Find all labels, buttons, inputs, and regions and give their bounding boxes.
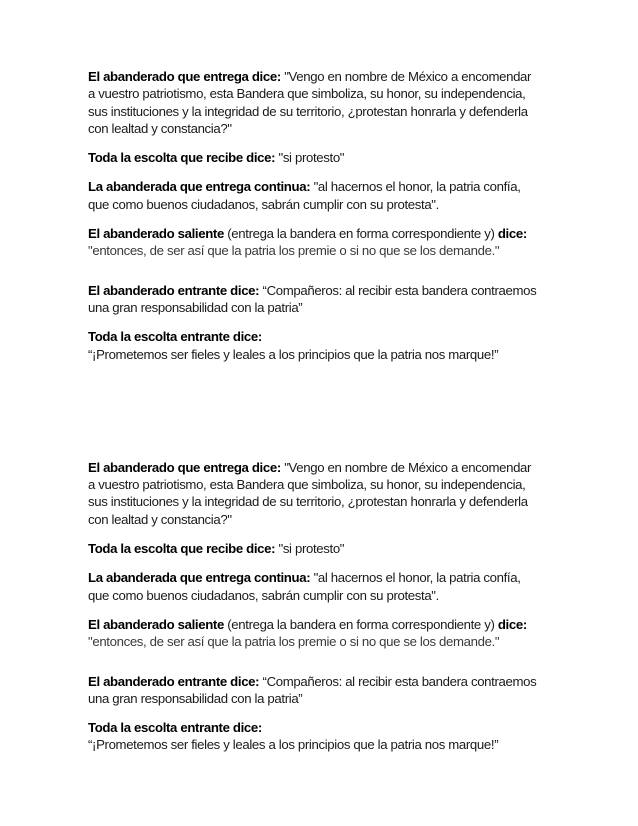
speaker-label: La abanderada que entrega continua: xyxy=(88,570,311,586)
text-line xyxy=(88,149,608,166)
speaker-label: La abanderada que entrega continua: xyxy=(88,179,311,195)
text-line xyxy=(88,68,608,85)
paragraph-abanderado-entrante xyxy=(88,282,608,317)
paragraph-escolta-entrante xyxy=(88,719,608,754)
paragraph-abanderado-entrega xyxy=(88,459,608,528)
paragraph-escolta-recibe xyxy=(88,540,608,557)
stage-direction: (entrega la bandera en forma correspondiente y) xyxy=(223,616,498,632)
text-line: que como buenos ciudadanos, sabrán cumplir con su protesta". xyxy=(88,196,439,212)
text-line: una gran responsabilidad con la patria” xyxy=(88,690,303,706)
text-line: sus instituciones y la integridad de su territorio, ¿protestan honrarla y defenderla xyxy=(88,103,528,119)
speaker-label: Toda la escolta que recibe dice: xyxy=(88,150,276,166)
text-line xyxy=(88,328,608,345)
paragraph-abanderado-saliente xyxy=(88,616,608,651)
speaker-label: Toda la escolta entrante dice: xyxy=(88,329,262,345)
speaker-label: El abanderado que entrega dice: xyxy=(88,69,281,84)
stage-direction: (entrega la bandera en forma correspondiente y) xyxy=(223,226,498,242)
speaker-label: El abanderado saliente xyxy=(88,616,224,632)
script-section-1 xyxy=(88,68,608,363)
speaker-label: El abanderado entrante dice: xyxy=(88,673,260,689)
speaker-label: El abanderado entrante dice: xyxy=(88,282,260,298)
dialogue-text: "Vengo en nombre de México a encomendar xyxy=(280,69,532,84)
dialogue-text: "si protesto" xyxy=(275,150,345,166)
speaker-label: Toda la escolta entrante dice: xyxy=(88,720,262,736)
speaker-label: El abanderado que entrega dice: xyxy=(88,459,281,475)
text-line: a vuestro patriotismo, esta Bandera que simboliza, su honor, su independencia, xyxy=(88,86,526,102)
dialogue-text: "Vengo en nombre de México a encomendar xyxy=(280,459,532,475)
text-line: con lealtad y constancia?" xyxy=(88,511,232,527)
paragraph-escolta-entrante xyxy=(88,328,608,363)
text-line: que como buenos ciudadanos, sabrán cumplir con su protesta". xyxy=(88,587,439,603)
document-page xyxy=(88,68,608,766)
dialogue-text: “Compañeros: al recibir esta bandera contraemos xyxy=(259,282,537,298)
text-line xyxy=(88,719,608,736)
section-spacer xyxy=(88,375,608,459)
speaker-label: dice: xyxy=(497,616,527,632)
text-line: con lealtad y constancia?" xyxy=(88,120,232,136)
speaker-label: dice: xyxy=(497,226,527,242)
paragraph-abanderada-continua xyxy=(88,178,608,213)
script-section-2 xyxy=(88,459,608,754)
text-line: "entonces, de ser así que la patria los premie o si no que se los demande." xyxy=(88,243,500,259)
speaker-label: El abanderado saliente xyxy=(88,226,224,242)
dialogue-text: "al hacernos el honor, la patria confía, xyxy=(310,179,521,195)
text-line: “¡Prometemos ser fieles y leales a los principios que la patria nos marque!” xyxy=(88,346,499,362)
paragraph-abanderado-entrega xyxy=(88,68,608,137)
text-line xyxy=(88,282,608,299)
paragraph-abanderada-continua xyxy=(88,569,608,604)
paragraph-escolta-recibe xyxy=(88,149,608,166)
paragraph-abanderado-entrante xyxy=(88,673,608,708)
text-line xyxy=(88,540,608,557)
text-line xyxy=(88,673,608,690)
text-line xyxy=(88,178,608,195)
speaker-label: Toda la escolta que recibe dice: xyxy=(88,541,276,557)
text-line: una gran responsabilidad con la patria” xyxy=(88,299,303,315)
text-line: “¡Prometemos ser fieles y leales a los principios que la patria nos marque!” xyxy=(88,737,499,753)
text-line: sus instituciones y la integridad de su territorio, ¿protestan honrarla y defenderla xyxy=(88,494,528,510)
text-line xyxy=(88,225,608,242)
text-line xyxy=(88,616,608,633)
dialogue-text: "al hacernos el honor, la patria confía, xyxy=(310,570,521,586)
dialogue-text: "si protesto" xyxy=(275,541,345,557)
text-line: "entonces, de ser así que la patria los premie o si no que se los demande." xyxy=(88,634,500,650)
text-line: a vuestro patriotismo, esta Bandera que simboliza, su honor, su independencia, xyxy=(88,477,526,493)
dialogue-text: “Compañeros: al recibir esta bandera contraemos xyxy=(259,673,537,689)
text-line xyxy=(88,459,608,476)
text-line xyxy=(88,569,608,586)
paragraph-abanderado-saliente xyxy=(88,225,608,260)
